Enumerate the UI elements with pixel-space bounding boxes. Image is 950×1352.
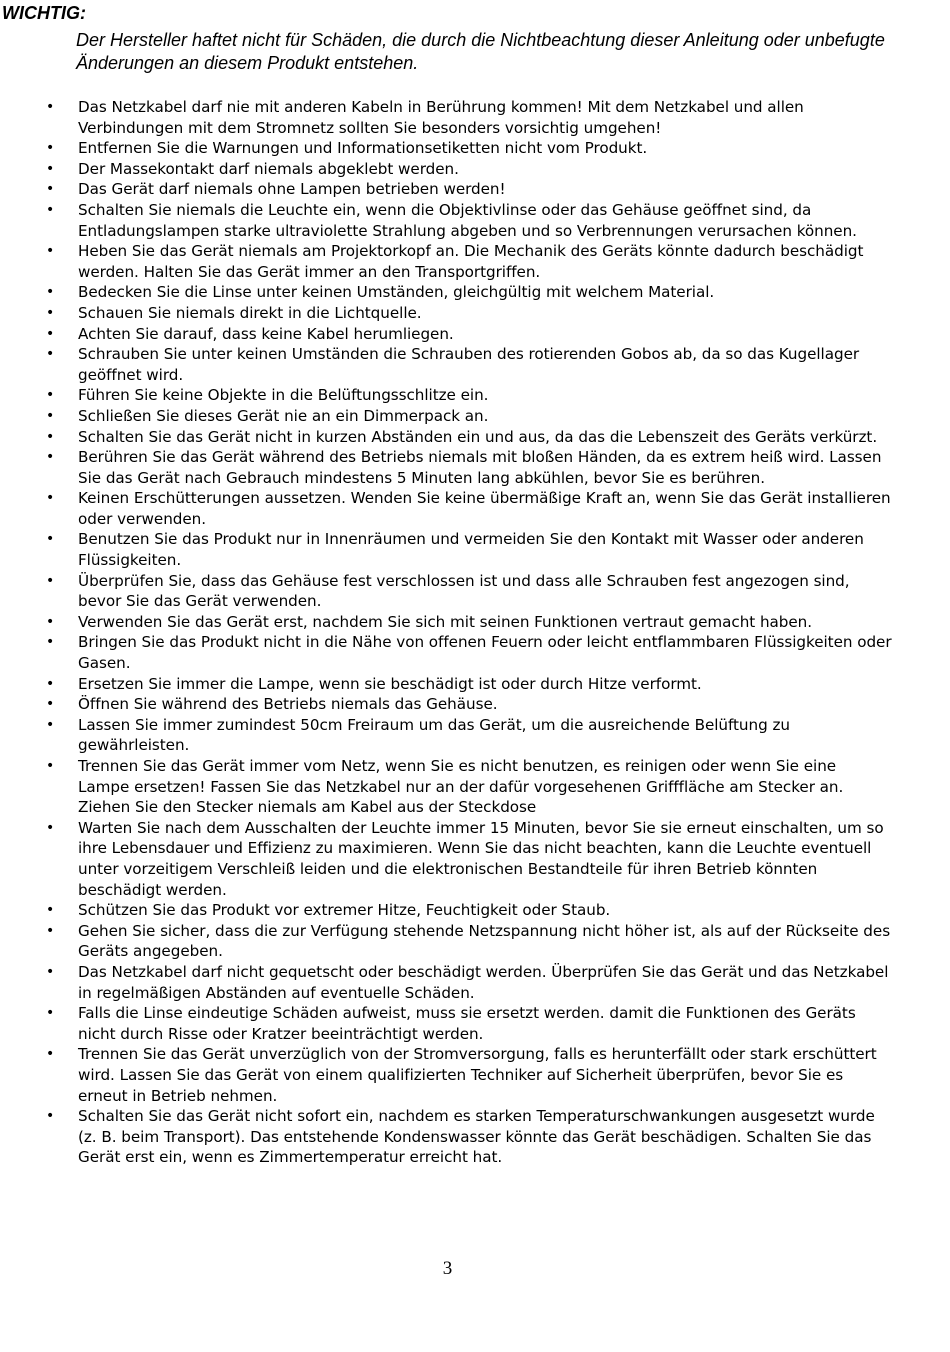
bullet-icon: •	[46, 922, 55, 939]
bullet-icon: •	[46, 1046, 55, 1063]
bullet-icon: •	[46, 634, 55, 651]
safety-instruction-item	[42, 612, 892, 633]
safety-instructions-list	[42, 97, 892, 1168]
safety-instruction-text: Keinen Erschütterungen aussetzen. Wenden Sie keine übermäßige Kraft an, wenn Sie das Gerät installieren oder verwenden.	[78, 489, 891, 528]
safety-instruction-text: Überprüfen Sie, dass das Gehäuse fest verschlossen ist und dass alle Schrauben fest angezogen sind, bevor Sie das Gerät verwenden.	[78, 571, 850, 611]
safety-instruction-text: Trennen Sie das Gerät immer vom Netz, wenn Sie es nicht benutzen, es reinigen oder wenn Sie eine Lampe ersetzen! Fassen Sie das Netzkabel nur an der dafür vorgesehenen Grifffläche am Stecker an. Ziehen Sie den Stecker niemals am Kabel aus der Steckdose	[78, 757, 844, 817]
safety-instruction-item	[42, 1044, 892, 1106]
safety-instruction-text: Achten Sie darauf, dass keine Kabel herumliegen.	[78, 324, 454, 343]
bullet-icon: •	[46, 243, 55, 260]
safety-instruction-item	[42, 1106, 892, 1168]
safety-instruction-item	[42, 1003, 892, 1044]
safety-instruction-text: Lassen Sie immer zumindest 50cm Freiraum um das Gerät, um die ausreichende Belüftung zu gewährleisten.	[78, 715, 790, 755]
safety-instruction-text: Benutzen Sie das Produkt nur in Innenräumen und vermeiden Sie den Kontakt mit Wasser oder anderen Flüssigkeiten.	[78, 530, 864, 570]
safety-instruction-item	[42, 427, 892, 448]
safety-instruction-item	[42, 694, 892, 715]
safety-instruction-text: Entfernen Sie die Warnungen und Informationsetiketten nicht vom Produkt.	[78, 139, 648, 158]
safety-instruction-item	[42, 138, 892, 159]
safety-instruction-text: Trennen Sie das Gerät unverzüglich von der Stromversorgung, falls es herunterfällt oder stark erschüttert wird. Lassen Sie das Gerät von einem qualifizierten Techniker auf Sicherheit überprüfen, bevor Sie es erneut in Betrieb nehmen.	[78, 1045, 877, 1105]
bullet-icon: •	[46, 613, 55, 630]
bullet-icon: •	[46, 407, 55, 424]
safety-instruction-text: Das Gerät darf niemals ohne Lampen betrieben werden!	[78, 180, 506, 199]
safety-instruction-item	[42, 921, 892, 962]
safety-instruction-item	[42, 674, 892, 695]
bullet-icon: •	[46, 428, 55, 445]
bullet-icon: •	[46, 181, 55, 198]
liability-notice: Der Hersteller haftet nicht für Schäden, die durch die Nichtbeachtung dieser Anleitung oder unbefugte Änderungen an diesem Produkt entstehen.	[76, 30, 885, 73]
safety-instruction-item	[42, 385, 892, 406]
safety-instruction-item	[42, 756, 892, 818]
warning-heading: WICHTIG:	[2, 3, 86, 23]
bullet-icon: •	[46, 572, 55, 589]
safety-instruction-text: Warten Sie nach dem Ausschalten der Leuchte immer 15 Minuten, bevor Sie sie erneut einschalten, um so ihre Lebensdauer und Effizienz zu maximieren. Wenn Sie das nicht beachten, kann die Leuchte eventuell unter vorzeitigem Verschleiß leiden und die elektronischen Bestandteile für ihren Betrieb könnten beschädigt werden.	[78, 818, 884, 899]
safety-instruction-text: Schützen Sie das Produkt vor extremer Hitze, Feuchtigkeit oder Staub.	[78, 901, 611, 920]
safety-instruction-text: Führen Sie keine Objekte in die Belüftungsschlitze ein.	[78, 386, 489, 405]
safety-instruction-item	[42, 303, 892, 324]
safety-instruction-text: Öffnen Sie während des Betriebs niemals das Gehäuse.	[78, 695, 498, 714]
safety-instruction-item	[42, 241, 892, 282]
bullet-icon: •	[46, 284, 55, 301]
bullet-icon: •	[46, 140, 55, 157]
safety-instruction-text: Falls die Linse eindeutige Schäden aufweist, muss sie ersetzt werden. damit die Funktionen des Geräts nicht durch Risse oder Kratzer beeinträchtigt werden.	[78, 1004, 856, 1043]
safety-instruction-text: Berühren Sie das Gerät während des Betriebs niemals mit bloßen Händen, da es extrem heiß wird. Lassen Sie das Gerät nach Gebrauch mindestens 5 Minuten lang abkühlen, bevor Sie es berühren.	[78, 448, 882, 487]
bullet-icon: •	[46, 387, 55, 404]
safety-instruction-item	[42, 200, 892, 241]
safety-instruction-text: Bedecken Sie die Linse unter keinen Umständen, gleichgültig mit welchem Material.	[78, 283, 715, 302]
bullet-icon: •	[46, 449, 55, 466]
safety-instruction-item	[42, 962, 892, 1003]
safety-instruction-item	[42, 715, 892, 756]
bullet-icon: •	[46, 325, 55, 342]
bullet-icon: •	[46, 696, 55, 713]
safety-instruction-item	[42, 97, 892, 138]
page-number: 3	[442, 1258, 453, 1279]
safety-instruction-text: Heben Sie das Gerät niemals am Projektorkopf an. Die Mechanik des Geräts könnte dadurch beschädigt werden. Halten Sie das Gerät immer an den Transportgriffen.	[78, 242, 864, 281]
bullet-icon: •	[46, 531, 55, 548]
bullet-icon: •	[46, 819, 55, 836]
safety-instruction-item	[42, 447, 892, 488]
safety-instruction-text: Bringen Sie das Produkt nicht in die Nähe von offenen Feuern oder leicht entflammbaren Flüssigkeiten oder Gasen.	[78, 633, 892, 673]
safety-instruction-text: Schrauben Sie unter keinen Umständen die Schrauben des rotierenden Gobos ab, da so das Kugellager geöffnet wird.	[78, 345, 860, 384]
bullet-icon: •	[46, 1108, 55, 1125]
safety-instruction-item	[42, 488, 892, 529]
safety-instruction-text: Ersetzen Sie immer die Lampe, wenn sie beschädigt ist oder durch Hitze verformt.	[78, 674, 702, 693]
safety-instruction-text: Gehen Sie sicher, dass die zur Verfügung stehende Netzspannung nicht höher ist, als auf der Rückseite des Geräts angegeben.	[78, 921, 891, 961]
bullet-icon: •	[46, 346, 55, 363]
bullet-icon: •	[46, 902, 55, 919]
safety-instruction-item	[42, 529, 892, 570]
bullet-icon: •	[46, 201, 55, 218]
safety-instruction-item	[42, 818, 892, 900]
safety-instruction-text: Schalten Sie das Gerät nicht in kurzen Abständen ein und aus, da das die Lebenszeit des Geräts verkürzt.	[78, 427, 878, 446]
bullet-icon: •	[46, 99, 55, 115]
bullet-icon: •	[46, 1005, 55, 1022]
safety-instruction-text: Schließen Sie dieses Gerät nie an ein Dimmerpack an.	[78, 406, 489, 425]
bullet-icon: •	[46, 963, 55, 980]
bullet-icon: •	[46, 758, 55, 774]
safety-instruction-item	[42, 324, 892, 345]
safety-instruction-text: Schauen Sie niemals direkt in die Lichtquelle.	[78, 303, 422, 322]
safety-instruction-text: Das Netzkabel darf nie mit anderen Kabeln in Berührung kommen! Mit dem Netzkabel und allen Verbindungen mit dem Stromnetz sollten Sie besonders vorsichtig umgehen!	[78, 98, 804, 137]
safety-instruction-text: Der Massekontakt darf niemals abgeklebt werden.	[78, 159, 459, 178]
safety-instruction-item	[42, 179, 892, 200]
safety-instruction-item	[42, 406, 892, 427]
safety-instruction-item	[42, 900, 892, 921]
bullet-icon: •	[46, 490, 55, 507]
safety-instruction-text: Schalten Sie niemals die Leuchte ein, wenn die Objektivlinse oder das Gehäuse geöffnet sind, da Entladungslampen starke ultraviolette Strahlung abgeben und so Verbrennungen verursachen können.	[78, 200, 857, 240]
bullet-icon: •	[46, 675, 55, 692]
safety-instruction-text: Verwenden Sie das Gerät erst, nachdem Sie sich mit seinen Funktionen vertraut gemacht haben.	[78, 612, 813, 631]
safety-instruction-item	[42, 571, 892, 612]
safety-instruction-text: Das Netzkabel darf nicht gequetscht oder beschädigt werden. Überprüfen Sie das Gerät und das Netzkabel in regelmäßigen Abständen auf eventuelle Schäden.	[78, 962, 889, 1002]
bullet-icon: •	[46, 304, 55, 321]
safety-instruction-item	[42, 282, 892, 303]
safety-instruction-item	[42, 159, 892, 180]
bullet-icon: •	[46, 160, 55, 177]
safety-instruction-item	[42, 344, 892, 385]
bullet-icon: •	[46, 716, 55, 733]
safety-instruction-item	[42, 632, 892, 673]
safety-instruction-text: Schalten Sie das Gerät nicht sofort ein, nachdem es starken Temperaturschwankungen ausgesetzt wurde (z. B. beim Transport). Das entstehende Kondenswasser könnte das Gerät beschädigen. Schalten Sie das Gerät erst ein, wenn es Zimmertemperatur erreicht hat.	[78, 1107, 875, 1167]
